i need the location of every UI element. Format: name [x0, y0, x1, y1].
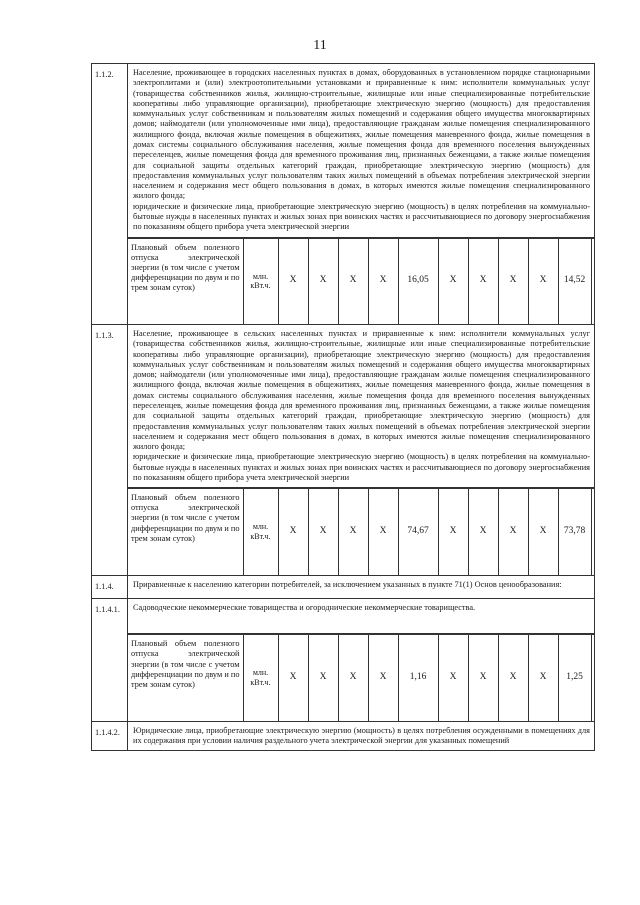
- plan-volume-label: Плановый объем полезного отпуска электрической энергии (в том числе с учетом дифференциации по двум и по трем зонам суток): [128, 489, 243, 575]
- section-row: [92, 64, 595, 238]
- section-number: 1.1.2.: [92, 64, 128, 325]
- plan-volume-label: Плановый объем полезного отпуска электрической энергии (в том числе с учетом дифференциации по двум и по трем зонам суток): [128, 238, 243, 324]
- section-text: [128, 325, 595, 488]
- section-paragraph: Приравненные к населению категории потребителей, за исключением указанных в пункте 71(1) Основ ценообразования:: [133, 579, 562, 589]
- section-number: 1.1.4.1.: [92, 599, 128, 722]
- section-row: [92, 575, 595, 598]
- section-text: [128, 721, 595, 751]
- unit-label: млн. кВт.ч.: [243, 489, 278, 575]
- value-cell: X: [468, 238, 498, 324]
- section-text: [128, 575, 595, 598]
- value-cell: 74,67: [398, 489, 438, 575]
- unit-label: млн. кВт.ч.: [243, 635, 278, 721]
- page-number: 11: [313, 38, 327, 53]
- unit-label: млн. кВт.ч.: [243, 238, 278, 324]
- section-number: 1.1.4.: [92, 575, 128, 598]
- value-cell: X: [528, 489, 558, 575]
- section-paragraph: Садоводческие некоммерческие товарищества и огороднические некоммерческие товарищества.: [133, 603, 476, 612]
- value-cell: X: [528, 238, 558, 324]
- section-number: 1.1.4.2.: [92, 721, 128, 751]
- section-row: [92, 721, 595, 751]
- value-cell: X: [308, 238, 338, 324]
- section-paragraph: юридические и физические лица, приобретающие электрическую энергию (мощность) в целях потребления на коммунально-бытовые нужды в населенных пунктах и жилых зонах при воинских частях и рассчитывающиеся по договору энергоснабжения по показаниям общего прибора учета электрической энергии: [133, 452, 590, 482]
- section-row: [92, 325, 595, 488]
- value-cell: X: [438, 635, 468, 721]
- value-cell: X: [438, 489, 468, 575]
- value-cell: X: [468, 489, 498, 575]
- value-cell: X: [468, 635, 498, 721]
- values-table: [128, 634, 594, 721]
- value-cell: X: [278, 238, 308, 324]
- value-cell: X: [278, 489, 308, 575]
- value-cell: 73,78: [558, 489, 591, 575]
- value-cell: X: [368, 635, 398, 721]
- value-cell: X: [498, 635, 528, 721]
- value-cell: X: [278, 635, 308, 721]
- values-row: [92, 237, 595, 325]
- section-paragraph: Население, проживающее в сельских населенных пунктах и приравненные к ним: исполнители коммунальных услуг (товарищества собственников жилья, жилищно-строительные, жилищные или иные специализированные потребительские кооперативы либо управляющие организации), приобретающие электрическую энергию (мощность) для предоставления коммунальных услуг собственникам и пользователям жилых помещений и содержания общего имущества многоквартирных домов; наймодатели (или уполномоченные ими лица), предоставляющие гражданам жилые помещения специализированного жилищного фонда, включая жилые помещения в общежитиях, жилые помещения маневренного фонда, жилые помещения в домах системы социального обслуживания населения, жилые помещения фонда для временного поселения вынужденных переселенцев, жилые помещения фонда для временного проживания лиц, признанных беженцами, а также жилые помещения для социальной защиты отдельных категорий граждан, приобретающие электрическую энергию (мощность) для предоставления коммунальных услуг пользователям таких жилых помещений в объемах потребления электрической энергии населением и содержания мест общего пользования в домах, в которых имеются жилые помещения специализированного жилого фонда;: [133, 329, 590, 452]
- value-cell: X: [338, 489, 368, 575]
- value-cell: X: [498, 238, 528, 324]
- value-cell: X: [368, 489, 398, 575]
- value-cell: X: [528, 635, 558, 721]
- value-cell: 16,05: [398, 238, 438, 324]
- value-cell: X: [368, 238, 398, 324]
- values-table: [128, 488, 594, 575]
- value-cell: X: [308, 489, 338, 575]
- value-cell: X: [308, 635, 338, 721]
- section-row: [92, 599, 595, 634]
- value-cell: 1,25: [558, 635, 591, 721]
- value-cell: 14,52: [558, 238, 591, 324]
- section-number: 1.1.3.: [92, 325, 128, 576]
- values-row: [92, 634, 595, 722]
- value-cell: X: [338, 238, 368, 324]
- section-text: [128, 599, 595, 634]
- section-paragraph: Юридические лица, приобретающие электрическую энергию (мощность) в целях потребления осужденными в помещениях для их содержания при условии наличия раздельного учета электрической энергии для указанных помещений: [133, 725, 590, 746]
- section-paragraph: юридические и физические лица, приобретающие электрическую энергию (мощность) в целях потребления на коммунально-бытовые нужды в населенных пунктах и жилых зонах при воинских частях и рассчитывающиеся по договору энергоснабжения по показаниям общего прибора учета электрической энергии: [133, 201, 590, 232]
- value-cell: X: [338, 635, 368, 721]
- value-cell: 1,16: [398, 635, 438, 721]
- value-cell: X: [438, 238, 468, 324]
- value-cell: X: [498, 489, 528, 575]
- section-paragraph: Население, проживающее в городских населенных пунктах в домах, оборудованных в установленном порядке стационарными электроплитами и (или) электроотопительными установками и приравненные к ним: исполнители коммунальных услуг (товарищества собственников жилья, жилищно-строительные, жилищные или иные специализированные потребительские кооперативы либо управляющие организации), приобретающие электрическую энергию (мощность) для предоставления коммунальных услуг собственникам и пользователям жилых помещений и содержания общего имущества многоквартирных домов; наймодатели (или уполномоченные ими лица), предоставляющие гражданам жилые помещения специализированного жилищного фонда, включая жилые помещения в общежитиях, жилые помещения маневренного фонда, жилые помещения в домах системы социального обслуживания населения, жилые помещения фонда для временного поселения вынужденных переселенцев, жилые помещения фонда для временного проживания лиц, признанных беженцами, а также жилые помещения для социальной защиты отдельных категорий граждан, приобретающие электрическую энергию (мощность) для предоставления коммунальных услуг пользователям таких жилых помещений в объемах потребления электрической энергии населением и содержания мест общего пользования в домах, в которых имеются жилые помещения специализированного жилого фонда;: [133, 68, 590, 201]
- values-row: [92, 488, 595, 576]
- section-text: [128, 64, 595, 238]
- values-table: [128, 238, 594, 325]
- plan-volume-label: Плановый объем полезного отпуска электрической энергии (в том числе с учетом дифференциации по двум и по трем зонам суток): [128, 635, 243, 721]
- tariff-table: [91, 63, 595, 751]
